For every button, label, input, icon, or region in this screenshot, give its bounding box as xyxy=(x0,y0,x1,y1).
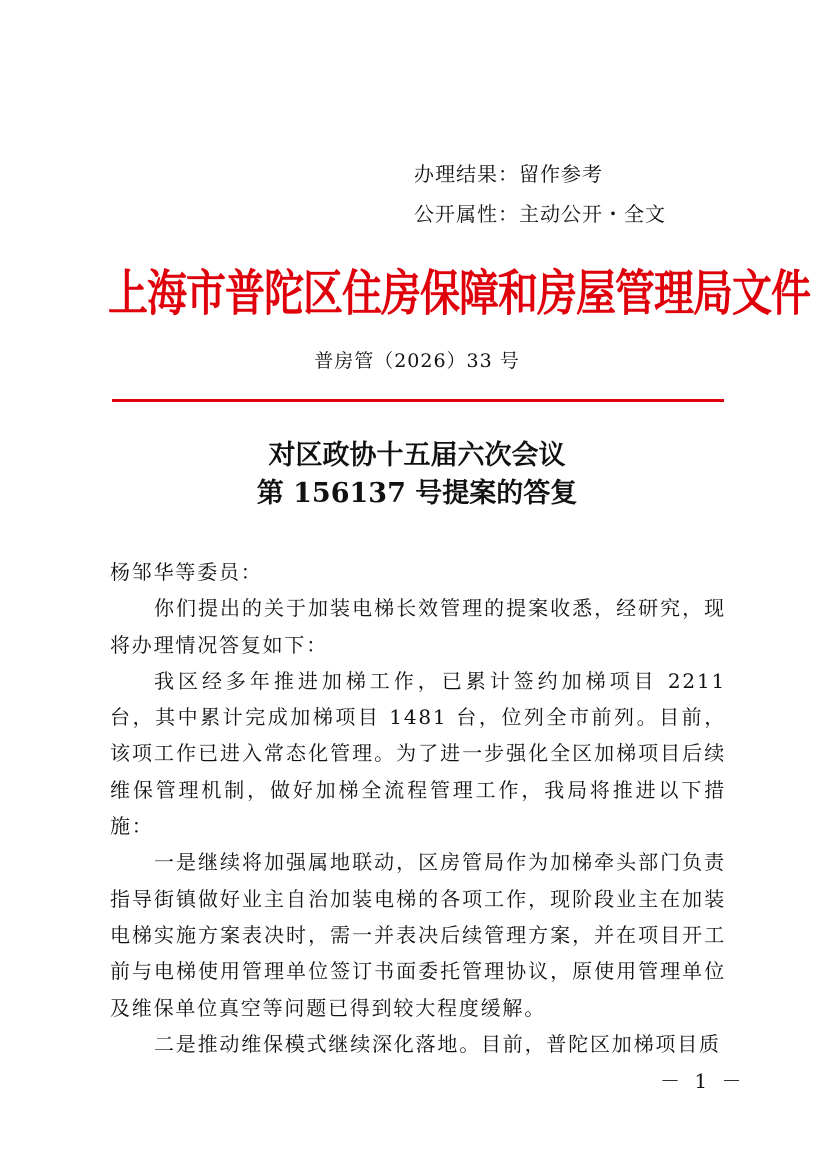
document-number: 普房管（2026）33 号 xyxy=(314,350,520,372)
body-paragraph-3: 一是继续将加强属地联动，区房管局作为加梯牵头部门负责指导街镇做好业主自治加装电梯的各项工作，现阶段业主在加装电梯实施方案表决时，需一并表决后续管理方案，并在项目开工前与电梯使用管理单位签订书面委托管理协议，原使用管理单位及维保单位真空等问题已得到较大程度缓解。 xyxy=(110,850,726,1020)
body-paragraph-2: 我区经多年推进加梯工作，已累计签约加梯项目 2211 台，其中累计完成加梯项目 1481 台，位列全市前列。目前，该项工作已进入常态化管理。为了进一步强化全区加梯项目后续维保管理机制，做好加梯全流程管理工作，我局将推进以下措施： xyxy=(110,668,726,839)
body-paragraph-4: 二是推动维保模式继续深化落地。目前，普陀区加梯项目质 xyxy=(154,1031,721,1056)
issuing-authority-masthead: 上海市普陀区住房保障和房屋管理局文件 xyxy=(108,264,810,322)
red-divider-line xyxy=(112,399,724,402)
disclosure-attribute: 公开属性：主动公开・全文 xyxy=(414,202,666,226)
salutation: 杨邹华等委员： xyxy=(110,560,263,584)
body-paragraph-1: 你们提出的关于加装电梯长效管理的提案收悉，经研究，现将办理情况答复如下： xyxy=(110,596,726,657)
document-title-line-2: 第 156137 号提案的答复 xyxy=(256,478,578,509)
document-title xyxy=(110,437,724,513)
document-title-line-1: 对区政协十五届六次会议 xyxy=(268,440,566,471)
document-metadata xyxy=(414,154,754,234)
page-number: － 1 － xyxy=(660,1069,746,1093)
document-body xyxy=(110,554,726,1062)
handling-result: 办理结果：留作参考 xyxy=(414,162,603,186)
